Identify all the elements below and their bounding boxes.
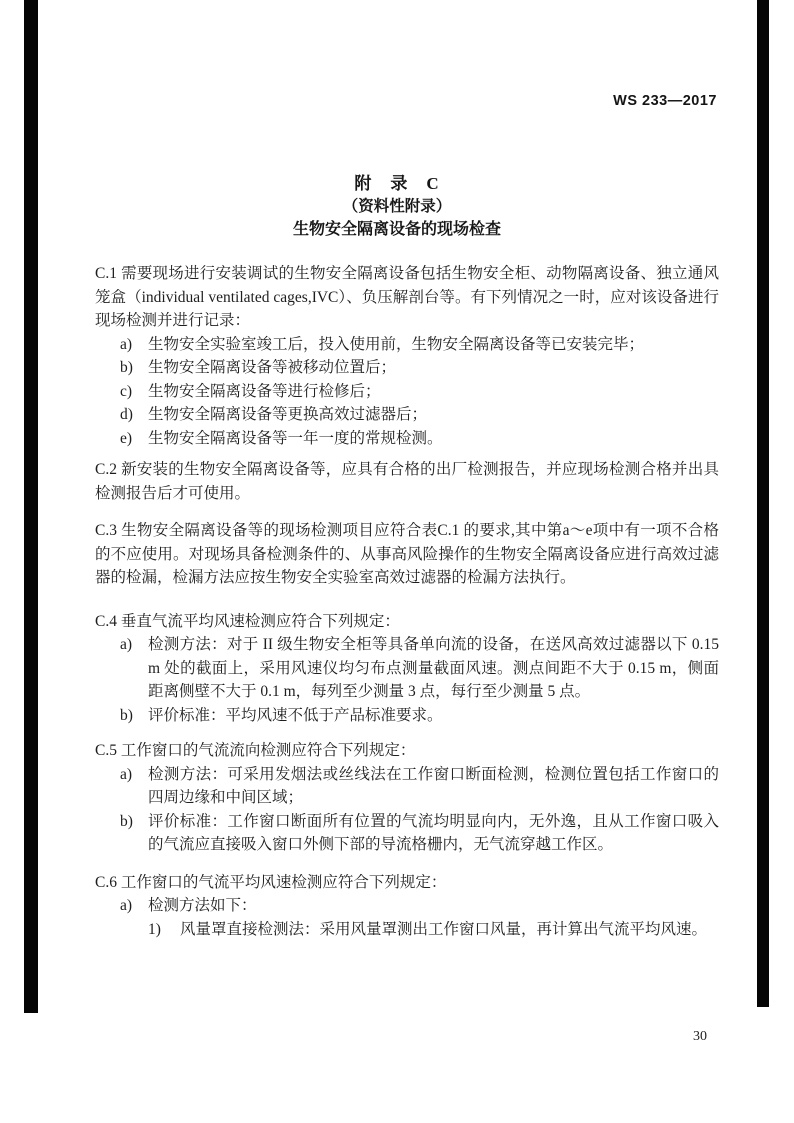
list-item-marker: a) bbox=[120, 765, 133, 783]
list-item bbox=[95, 763, 719, 810]
appendix-label: 附 录 C bbox=[354, 174, 440, 193]
clause-c5-list bbox=[95, 763, 719, 857]
document-body bbox=[95, 262, 719, 941]
list-item-marker: b) bbox=[120, 812, 133, 830]
list-item-marker: a) bbox=[120, 335, 133, 353]
list-item-text: 生物安全隔离设备等进行检修后； bbox=[148, 382, 381, 400]
list-item-text: 检测方法：对于 II 级生物安全柜等具备单向流的设备，在送风高效过滤器以下 0.15 m 处的截面上，采用风速仪均匀布点测量截面风速。测点间距不大于 0.15 m，侧面距离侧壁不大于 0.1 m，每列至少测量 3 点，每行至少测量 5 点。 bbox=[148, 636, 719, 700]
standard-number: WS 233—2017 bbox=[613, 93, 717, 109]
scan-edge-artifact-left bbox=[24, 0, 38, 1013]
clause-c1-list bbox=[95, 333, 719, 451]
list-item-text: 生物安全隔离设备等更换高效过滤器后； bbox=[148, 406, 428, 423]
list-item-text: 生物安全实验室竣工后，投入使用前，生物安全隔离设备等已安装完毕； bbox=[148, 335, 645, 353]
list-item bbox=[95, 356, 719, 380]
list-item bbox=[95, 403, 719, 427]
list-item bbox=[95, 704, 719, 728]
clause-c4-heading: C.4 垂直气流平均风速检测应符合下列规定： bbox=[95, 612, 400, 630]
clause-c1-paragraph: C.1 需要现场进行安装调试的生物安全隔离设备包括生物安全柜、动物隔离设备、独立通风笼盒（individual ventilated cages,IVC）、负压解剖台等。有下列情况之一时，应对该设备进行现场检测并进行记录： bbox=[95, 265, 719, 329]
clause-c4-list bbox=[95, 633, 719, 727]
appendix-type: （资料性附录） bbox=[342, 198, 452, 215]
list-subitem bbox=[95, 918, 719, 942]
list-item-marker: d) bbox=[120, 406, 133, 423]
appendix-subject: 生物安全隔离设备的现场检查 bbox=[292, 221, 501, 238]
appendix-title-block bbox=[0, 172, 794, 241]
list-item-text: 生物安全隔离设备等被移动位置后； bbox=[148, 359, 397, 376]
list-item-marker: b) bbox=[120, 359, 133, 376]
list-item-marker: c) bbox=[120, 382, 133, 400]
list-item bbox=[95, 894, 719, 918]
page-number: 30 bbox=[693, 1029, 707, 1044]
list-item bbox=[95, 427, 719, 451]
list-item-text: 风量罩直接检测法：采用风量罩测出工作窗口风量，再计算出气流平均风速。 bbox=[180, 920, 708, 938]
list-item bbox=[95, 810, 719, 857]
scan-edge-artifact-right bbox=[757, 0, 769, 1007]
clause-c6-list bbox=[95, 894, 719, 941]
list-item-marker: a) bbox=[120, 897, 133, 914]
clause-c2-paragraph: C.2 新安装的生物安全隔离设备等，应具有合格的出厂检测报告，并应现场检测合格并出具检测报告后才可使用。 bbox=[95, 461, 719, 502]
list-item-marker: a) bbox=[120, 636, 133, 653]
list-item-text: 评价标准：平均风速不低于产品标准要求。 bbox=[148, 706, 443, 724]
list-item-marker: b) bbox=[120, 706, 133, 724]
list-item bbox=[95, 333, 719, 357]
list-item-marker: e) bbox=[120, 429, 133, 447]
clause-c3-paragraph: C.3 生物安全隔离设备等的现场检测项目应符合表C.1 的要求,其中第a～e项中有一项不合格的不应使用。对现场具备检测条件的、从事高风险操作的生物安全隔离设备应进行高效过滤器的检漏，检漏方法应按生物安全实验室高效过滤器的检漏方法执行。 bbox=[95, 522, 719, 586]
clause-c6-heading: C.6 工作窗口的气流平均风速检测应符合下列规定： bbox=[95, 873, 447, 891]
list-item bbox=[95, 633, 719, 704]
clause-c5-heading: C.5 工作窗口的气流流向检测应符合下列规定： bbox=[95, 742, 416, 759]
list-item-text: 检测方法如下： bbox=[148, 897, 257, 914]
list-item-text: 生物安全隔离设备等一年一度的常规检测。 bbox=[148, 429, 443, 447]
list-item bbox=[95, 380, 719, 404]
list-item-text: 评价标准：工作窗口断面所有位置的气流均明显向内，无外逸，且从工作窗口吸入的气流应直接吸入窗口外侧下部的导流格栅内，无气流穿越工作区。 bbox=[148, 812, 719, 853]
list-item-text: 检测方法：可采用发烟法或丝线法在工作窗口断面检测，检测位置包括工作窗口的四周边缘和中间区域； bbox=[148, 765, 719, 806]
list-item-marker: 1) bbox=[148, 920, 161, 938]
